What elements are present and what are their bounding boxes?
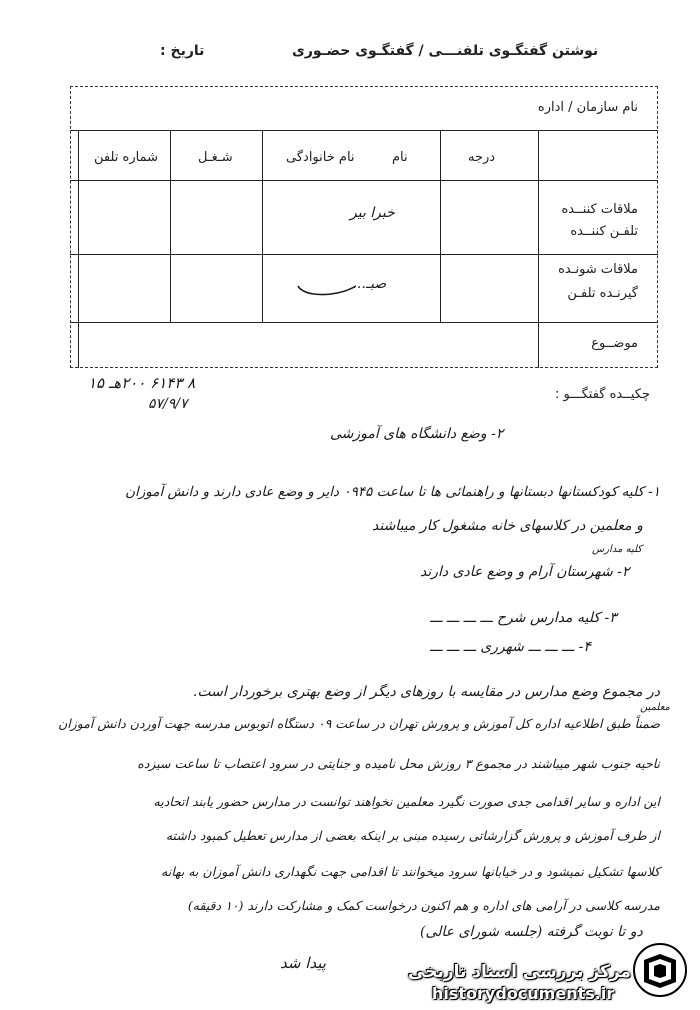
summary-label: چکیــده گفتگـــو : — [554, 387, 650, 402]
para-line-5: از طرف آموزش و پرورش گزارشاتی رسیده مبنی بر اینکه بعضی از مدارس تعطیل کمبود داشته — [165, 828, 660, 843]
topic-line: ۲- وضع دانشگاه های آموزشی — [330, 426, 504, 442]
visitor-label-2: تلفـن کننــده — [570, 224, 638, 239]
body-line-5: ۴- ـــ ـــ ـــ شهرری ـــ ـــ ـــ — [430, 639, 591, 655]
body-line-1: ۱- کلیه کودکستانها دبستانها و راهنمائی ها تا ساعت ۰۹۴۵ دایر و وضع عادی دارند و دانش آموزان — [125, 484, 660, 500]
body-line-2: و معلمین در کلاسهای خانه مشغول کار میباشند — [372, 518, 643, 534]
host-label-2: گیرنـده تلفـن — [567, 286, 638, 301]
subject-label: موضــوع — [591, 336, 638, 351]
body-line-3: ۲- شهرستان آرام و وضع عادی دارند — [420, 564, 630, 580]
col-phone: شماره تلفن — [94, 150, 158, 165]
para-line-6: کلاسها تشکیل نمیشود و در خیابانها سرود میخوانند تا اقدامی جهت نگهداری دانش آموزان به بهانه — [161, 864, 660, 879]
para-note: معلمین — [640, 702, 670, 713]
signature: پیدا شد — [280, 954, 326, 972]
reference-number: ۸ ۶۱۴۳ ۲۰۰هـ ۱۵ — [88, 374, 196, 392]
col-first-name: نام — [392, 150, 408, 165]
host-name: صبـ… — [352, 276, 387, 292]
col-job: شـغـل — [198, 150, 233, 165]
visitor-label-1: ملاقات کننــده — [561, 202, 638, 217]
para-line-1: در مجموع وضع مدارس در مقایسه با روزهای دیگر از وضع بهتری برخوردار است. — [192, 684, 660, 700]
body-note-above: کلیه مدارس — [592, 544, 643, 555]
para-line-7: مدرسه کلاسی در آرامی های اداره و هم اکنون درخواست کمک و مشارکت دارند (۱۰ دقیقه) — [187, 898, 660, 913]
archive-logo-icon — [632, 942, 688, 998]
date-label: تاریخ : — [160, 43, 205, 59]
host-signature-stroke — [296, 278, 358, 300]
para-line-3: ناحیه جنوب شهر میباشند در مجموع ۳ روزش محل نامیده و جنایتی در سرود اعتصاب تا ساعت سیزده — [137, 756, 660, 771]
para-line-2: ضمناً طبق اطلاعیه اداره کل آموزش و پرورش تهران در ساعت ۰۹ دستگاه اتوبوس مدرسه جهت آوردن دانش آموزان — [58, 716, 660, 731]
form-title: نوشتن گفتگـوی تلفنـــی / گفتگـوی حضـوری — [292, 43, 599, 59]
visitor-name: خبرا بیر — [350, 205, 395, 221]
col-family-name: نام خانوادگی — [286, 150, 355, 165]
org-label: نام سازمان / اداره — [537, 100, 638, 115]
body-line-4: ۳- کلیه مدارس شرح ـــ ـــ ـــ ـــ — [430, 610, 617, 626]
host-label-1: ملاقات شونـده — [558, 262, 638, 277]
col-rank: درجه — [468, 150, 496, 165]
reference-date: ۵۷/۹/۷ — [148, 396, 188, 412]
watermark-title: مرکز بررسی اسناد تاریخی — [408, 962, 631, 982]
para-line-8: دو تا نوبت گرفته (جلسه شورای عالی) — [420, 924, 643, 940]
para-line-4: این اداره و سایر اقدامی جدی صورت نگیرد معلمین نخواهند توانست در مدارس حضور یابند اتحادیه — [153, 794, 660, 809]
watermark-url: historydocuments.ir — [432, 984, 615, 1003]
